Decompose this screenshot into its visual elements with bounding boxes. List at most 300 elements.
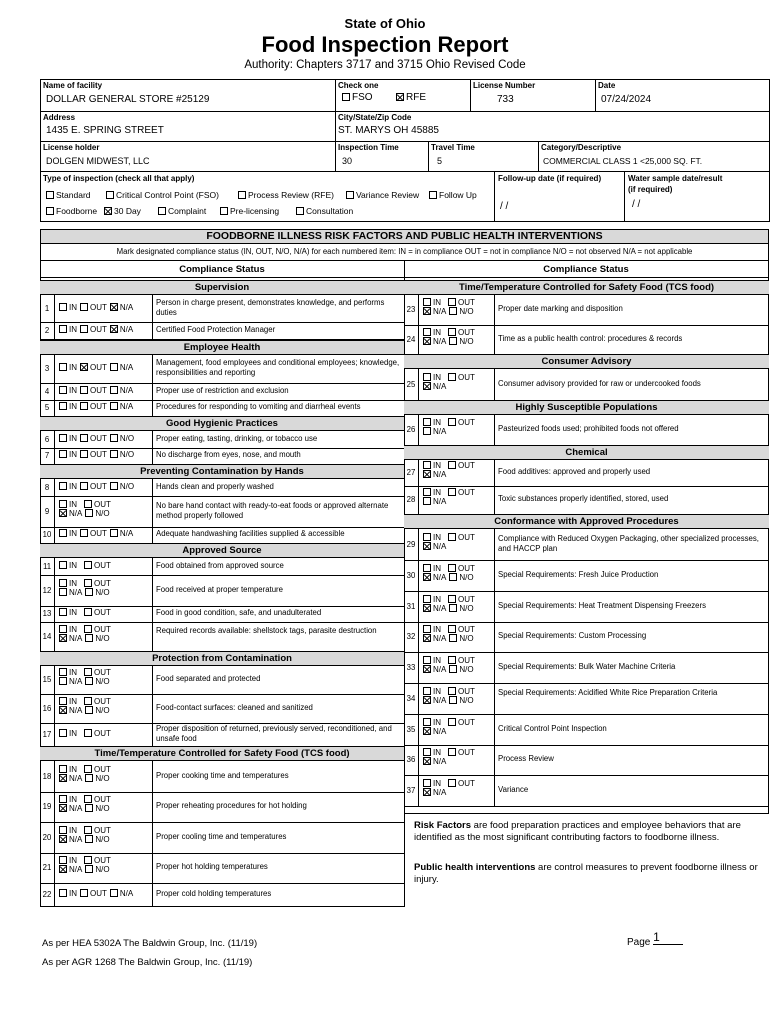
out-option[interactable]: OUT: [448, 564, 475, 573]
type-complaint[interactable]: Complaint: [158, 206, 206, 216]
out-option[interactable]: OUT: [80, 303, 107, 312]
checkbox-icon: [85, 677, 93, 685]
no-option[interactable]: N/O: [85, 706, 109, 715]
checkbox-icon: [423, 748, 431, 756]
travel-time-value[interactable]: 5: [437, 156, 443, 166]
travel-time-label: Travel Time: [431, 143, 475, 152]
compliance-status: [423, 488, 478, 506]
no-option[interactable]: N/O: [110, 434, 134, 443]
item-row-2: [40, 322, 404, 340]
item-row-11: [40, 558, 404, 576]
checked-box-icon: [423, 573, 431, 581]
no-option[interactable]: N/O: [449, 307, 473, 316]
out-option[interactable]: OUT: [448, 328, 475, 337]
checkbox-icon: [84, 579, 92, 587]
compliance-status: [423, 461, 478, 479]
group-header-supervision: Supervision: [40, 280, 404, 295]
na-option[interactable]: N/A: [423, 696, 446, 705]
in-option[interactable]: IN: [59, 625, 77, 634]
checked-box-icon: [59, 634, 67, 642]
checkbox-icon: [423, 418, 431, 426]
date-value[interactable]: 07/24/2024: [601, 94, 652, 105]
na-option[interactable]: N/A: [59, 865, 82, 874]
na-option[interactable]: N/A: [59, 677, 82, 686]
item-row-35: [404, 714, 769, 746]
risk-factors-note: Risk Factors are food preparation practices and employee behaviors that are identified as the most significant contributing factors to foodborne illness.: [414, 820, 741, 843]
type-consultation[interactable]: Consultation: [296, 206, 353, 216]
checkbox-icon: [84, 697, 92, 705]
no-option[interactable]: N/O: [449, 604, 473, 613]
group-header-tcs-left: Time/Temperature Controlled for Safety Food (TCS food): [40, 746, 404, 761]
checkbox-icon: [448, 687, 456, 695]
type-process-review[interactable]: Process Review (RFE): [238, 190, 334, 200]
out-option[interactable]: OUT: [448, 748, 475, 757]
checked-box-icon: [423, 727, 431, 735]
checkbox-icon: [423, 595, 431, 603]
checkbox-icon: [85, 865, 93, 873]
no-option[interactable]: N/O: [449, 337, 473, 346]
item-description: No bare hand contact with ready-to-eat foods or approved alternate method properly followed: [156, 500, 389, 520]
compliance-status: [59, 303, 136, 312]
checkbox-icon: [423, 564, 431, 572]
item-number: 26: [406, 425, 416, 434]
checked-box-icon: [80, 363, 88, 371]
checked-box-icon: [59, 804, 67, 812]
water-label-2: (if required): [628, 185, 673, 194]
out-option[interactable]: OUT: [80, 529, 107, 538]
out-option[interactable]: OUT: [84, 697, 111, 706]
na-option[interactable]: N/A: [423, 788, 446, 797]
followup-value[interactable]: / /: [500, 201, 509, 212]
out-option[interactable]: OUT: [84, 668, 111, 677]
in-option[interactable]: IN: [59, 482, 77, 491]
in-option[interactable]: IN: [423, 718, 441, 727]
checkbox-icon: [448, 564, 456, 572]
group-header-chemical: Chemical: [404, 445, 769, 460]
type-foodborne[interactable]: Foodborne: [46, 206, 97, 216]
item-row-9: [40, 496, 404, 528]
out-option[interactable]: OUT: [448, 779, 475, 788]
item-row-5: [40, 400, 404, 417]
in-option[interactable]: IN: [59, 608, 77, 617]
na-option[interactable]: N/A: [59, 509, 82, 518]
item-number: 5: [44, 403, 50, 412]
type-pre-licensing[interactable]: Pre-licensing: [220, 206, 279, 216]
in-option[interactable]: IN: [59, 579, 77, 588]
out-option[interactable]: OUT: [80, 889, 107, 898]
in-option[interactable]: IN: [423, 533, 441, 542]
item-description: Proper hot holding temperatures: [156, 862, 268, 871]
no-option[interactable]: N/O: [85, 588, 109, 597]
in-option[interactable]: IN: [59, 795, 77, 804]
item-description: Food in good condition, safe, and unadulterated: [156, 608, 322, 617]
checkbox-icon: [85, 509, 93, 517]
compliance-status: [423, 533, 478, 551]
item-number: 28: [406, 495, 416, 504]
checkbox-icon: [59, 795, 67, 803]
item-number: 30: [406, 570, 416, 580]
out-option[interactable]: OUT: [84, 579, 111, 588]
item-row-27: [404, 460, 769, 487]
item-number: 18: [42, 771, 52, 781]
in-option[interactable]: IN: [59, 856, 77, 865]
group-header-good-hygienic: Good Hygienic Practices: [40, 416, 404, 431]
item-number: 25: [406, 379, 416, 389]
in-option[interactable]: IN: [59, 529, 77, 538]
no-option[interactable]: N/O: [449, 665, 473, 674]
na-option[interactable]: N/A: [110, 386, 133, 395]
holder-value[interactable]: DOLGEN MIDWEST, LLC: [46, 156, 150, 166]
checkbox-icon: [448, 625, 456, 633]
inspection-type-label: Type of inspection (check all that apply): [43, 174, 195, 183]
checkbox-icon: [59, 579, 67, 587]
out-option[interactable]: OUT: [80, 450, 107, 459]
in-option[interactable]: IN: [59, 363, 77, 372]
item-description: Adequate handwashing facilities supplied & accessible: [156, 529, 345, 538]
item-description: Special Requirements: Heat Treatment Dispensing Freezers: [498, 600, 707, 610]
no-option[interactable]: N/O: [449, 634, 473, 643]
category-value[interactable]: COMMERCIAL CLASS 1 <25,000 SQ. FT.: [543, 156, 703, 166]
na-option[interactable]: N/A: [423, 337, 446, 346]
no-option[interactable]: N/O: [449, 696, 473, 705]
checkbox-icon: [59, 402, 67, 410]
item-number: 2: [44, 325, 50, 335]
item-row-28: [404, 486, 769, 515]
item-number: 12: [42, 585, 52, 595]
out-option[interactable]: OUT: [80, 434, 107, 443]
item-number: 31: [406, 601, 416, 611]
type-follow-up[interactable]: Follow Up: [429, 190, 477, 200]
out-option[interactable]: OUT: [448, 625, 475, 634]
state-title: State of Ohio: [344, 16, 426, 31]
na-option[interactable]: N/A: [110, 303, 133, 312]
in-option[interactable]: IN: [423, 625, 441, 634]
in-option[interactable]: IN: [59, 889, 77, 898]
in-option[interactable]: IN: [59, 500, 77, 509]
page-number: Page 1: [627, 934, 683, 949]
out-option[interactable]: OUT: [80, 402, 107, 411]
item-row-30: [404, 560, 769, 592]
no-option[interactable]: N/O: [85, 804, 109, 813]
checkbox-icon: [84, 500, 92, 508]
item-row-37: [404, 775, 769, 807]
in-option[interactable]: IN: [59, 826, 77, 835]
license-value[interactable]: 733: [497, 94, 514, 105]
compliance-status: [423, 656, 478, 674]
no-option[interactable]: N/O: [85, 677, 109, 686]
compliance-status: [59, 450, 137, 459]
in-option[interactable]: IN: [423, 488, 441, 497]
checkbox-icon: [84, 856, 92, 864]
in-option[interactable]: IN: [59, 402, 77, 411]
out-option[interactable]: OUT: [84, 625, 111, 634]
in-option[interactable]: IN: [59, 434, 77, 443]
in-option[interactable]: IN: [423, 595, 441, 604]
checkbox-icon: [449, 573, 457, 581]
in-option[interactable]: IN: [59, 561, 77, 570]
na-option[interactable]: N/A: [423, 542, 446, 551]
checkbox-icon: [448, 656, 456, 664]
item-description: Special Requirements: Custom Processing: [498, 631, 647, 640]
item-description: Proper use of restriction and exclusion: [156, 385, 289, 395]
na-option[interactable]: N/A: [59, 774, 82, 783]
compliance-status: [423, 687, 478, 705]
item-number: 36: [406, 755, 416, 764]
checkbox-icon: [85, 634, 93, 642]
type-30-day[interactable]: 30 Day: [104, 206, 141, 216]
out-option[interactable]: OUT: [448, 533, 475, 542]
out-option[interactable]: OUT: [84, 765, 111, 774]
item-row-20: [40, 822, 404, 854]
out-option[interactable]: OUT: [448, 298, 475, 307]
checkbox-icon: [85, 774, 93, 782]
out-option[interactable]: OUT: [448, 656, 475, 665]
in-option[interactable]: IN: [423, 779, 441, 788]
na-option[interactable]: N/A: [59, 706, 82, 715]
compliance-status: [59, 608, 114, 617]
out-option[interactable]: OUT: [80, 386, 107, 395]
out-option[interactable]: OUT: [448, 687, 475, 696]
in-option[interactable]: IN: [59, 325, 77, 334]
out-option[interactable]: OUT: [84, 729, 111, 738]
compliance-status: [59, 500, 114, 518]
item-description: Proper date marking and disposition: [498, 304, 623, 313]
date-label: Date: [598, 81, 616, 90]
checkbox-icon: [59, 363, 67, 371]
compliance-status: [59, 889, 136, 898]
rfe-checkbox[interactable]: RFE: [396, 92, 426, 103]
no-option[interactable]: N/O: [85, 835, 109, 844]
checkbox-icon: [59, 729, 67, 737]
checkbox-icon: [59, 608, 67, 616]
na-option[interactable]: N/A: [423, 427, 446, 436]
facility-label: Name of facility: [43, 81, 103, 90]
check-one-label: Check one: [338, 81, 379, 90]
out-option[interactable]: OUT: [80, 482, 107, 491]
checkbox-icon: [110, 529, 118, 537]
na-option[interactable]: N/A: [110, 529, 133, 538]
out-option[interactable]: OUT: [84, 561, 111, 570]
out-option[interactable]: OUT: [448, 373, 475, 382]
out-option[interactable]: OUT: [84, 608, 111, 617]
group-header-highly: Highly Susceptible Populations: [404, 400, 769, 415]
no-option[interactable]: N/O: [85, 509, 109, 518]
checkbox-icon: [423, 427, 431, 435]
facility-value[interactable]: DOLLAR GENERAL STORE #25129: [46, 94, 210, 105]
checkbox-icon: [80, 434, 88, 442]
item-number: 21: [42, 863, 52, 872]
in-option[interactable]: IN: [423, 328, 441, 337]
checkbox-icon: [59, 889, 67, 897]
checkbox-icon: [110, 386, 118, 394]
na-option[interactable]: N/A: [423, 573, 446, 582]
checked-box-icon: [423, 788, 431, 796]
item-number: 17: [42, 729, 52, 739]
checkbox-icon: [423, 461, 431, 469]
in-option[interactable]: IN: [59, 668, 77, 677]
type-standard[interactable]: Standard: [46, 190, 91, 200]
checked-box-icon: [110, 303, 118, 311]
checkbox-icon: [448, 748, 456, 756]
in-option[interactable]: IN: [59, 303, 77, 312]
in-option[interactable]: IN: [423, 418, 441, 427]
city-value[interactable]: ST. MARYS OH 45885: [338, 125, 439, 136]
checkbox-icon: [80, 529, 88, 537]
checkbox-icon: [59, 450, 67, 458]
na-option[interactable]: N/A: [423, 727, 446, 736]
checkbox-icon: [448, 718, 456, 726]
checkbox-icon: [59, 325, 67, 333]
compliance-status-left: Compliance Status: [40, 262, 404, 278]
compliance-status: [423, 595, 478, 613]
na-option[interactable]: N/A: [59, 804, 82, 813]
na-option[interactable]: N/A: [59, 634, 82, 643]
item-number: 24: [406, 334, 416, 344]
in-option[interactable]: IN: [423, 564, 441, 573]
water-value[interactable]: / /: [632, 199, 641, 210]
na-option[interactable]: N/A: [110, 363, 133, 372]
inspection-time-value[interactable]: 30: [342, 156, 353, 166]
checkbox-icon: [448, 779, 456, 787]
na-option[interactable]: N/A: [423, 497, 446, 506]
na-option[interactable]: N/A: [59, 588, 82, 597]
item-row-1: [40, 295, 404, 323]
na-option[interactable]: N/A: [423, 634, 446, 643]
na-option[interactable]: N/A: [423, 665, 446, 674]
compliance-status: [59, 402, 136, 411]
item-description: Compliance with Reduced Oxygen Packaging, other specialized processes, and HACCP plan: [498, 533, 759, 553]
checkbox-icon: [423, 687, 431, 695]
compliance-status: [59, 625, 114, 643]
in-option[interactable]: IN: [423, 687, 441, 696]
compliance-status: [423, 328, 478, 346]
in-option[interactable]: IN: [423, 461, 441, 470]
na-option[interactable]: N/A: [423, 307, 446, 316]
compliance-status: [59, 729, 114, 738]
checkbox-icon: [423, 625, 431, 633]
out-option[interactable]: OUT: [448, 718, 475, 727]
no-option[interactable]: N/O: [449, 573, 473, 582]
in-option[interactable]: IN: [59, 386, 77, 395]
checkbox-icon: [59, 529, 67, 537]
group-header-preventing: Preventing Contamination by Hands: [40, 464, 404, 479]
na-option[interactable]: N/A: [110, 325, 133, 334]
in-option[interactable]: IN: [59, 450, 77, 459]
compliance-status: [59, 434, 137, 443]
no-option[interactable]: N/O: [85, 634, 109, 643]
item-description: Consumer advisory provided for raw or undercooked foods: [498, 378, 701, 388]
in-option[interactable]: IN: [423, 373, 441, 382]
checkbox-icon: [59, 765, 67, 773]
na-option[interactable]: N/A: [423, 604, 446, 613]
item-description: Proper reheating procedures for hot holding: [156, 801, 307, 810]
compliance-status: [59, 668, 114, 686]
compliance-status: [59, 386, 136, 395]
no-option[interactable]: N/O: [85, 774, 109, 783]
in-option[interactable]: IN: [423, 298, 441, 307]
item-number: 34: [406, 693, 416, 703]
checked-box-icon: [423, 634, 431, 642]
out-option[interactable]: OUT: [84, 826, 111, 835]
item-number: 22: [42, 889, 52, 899]
no-option[interactable]: N/O: [110, 450, 134, 459]
in-option[interactable]: IN: [423, 748, 441, 757]
out-option[interactable]: OUT: [448, 461, 475, 470]
no-option[interactable]: N/O: [110, 482, 134, 491]
in-option[interactable]: IN: [59, 765, 77, 774]
footer-line-1: As per HEA 5302A The Baldwin Group, Inc. (11/19): [42, 938, 258, 949]
out-option[interactable]: OUT: [84, 795, 111, 804]
compliance-status: [59, 579, 114, 597]
checkbox-icon: [448, 298, 456, 306]
out-option[interactable]: OUT: [448, 595, 475, 604]
public-health-note: Public health interventions are control measures to prevent foodborne illness or injury.: [414, 862, 758, 885]
item-row-33: [404, 652, 769, 684]
address-value[interactable]: 1435 E. SPRING STREET: [46, 125, 164, 136]
fso-checkbox[interactable]: FSO: [342, 92, 373, 103]
item-description: Food additives: approved and properly used: [498, 467, 651, 476]
na-option[interactable]: N/A: [110, 889, 133, 898]
checkbox-icon: [59, 856, 67, 864]
no-option[interactable]: N/O: [85, 865, 109, 874]
category-label: Category/Descriptive: [541, 143, 622, 152]
checkbox-icon: [110, 482, 118, 490]
checkbox-icon: [84, 729, 92, 737]
in-option[interactable]: IN: [59, 697, 77, 706]
type-variance-review[interactable]: Variance Review: [346, 190, 419, 200]
item-row-12: [40, 575, 404, 607]
na-option[interactable]: N/A: [423, 470, 446, 479]
section-title: FOODBORNE ILLNESS RISK FACTORS AND PUBLIC HEALTH INTERVENTIONS: [40, 229, 769, 244]
checkbox-icon: [449, 696, 457, 704]
out-option[interactable]: OUT: [84, 500, 111, 509]
na-option[interactable]: N/A: [423, 382, 446, 391]
na-option[interactable]: N/A: [110, 402, 133, 411]
out-option[interactable]: OUT: [84, 856, 111, 865]
group-header-conformance: Conformance with Approved Procedures: [404, 514, 769, 529]
checkbox-icon: [449, 337, 457, 345]
item-number: 19: [42, 802, 52, 811]
item-description: Proper cooking time and temperatures: [156, 770, 289, 780]
na-option[interactable]: N/A: [59, 835, 82, 844]
in-option[interactable]: IN: [423, 656, 441, 665]
out-option[interactable]: OUT: [448, 418, 475, 427]
compliance-status: [59, 826, 114, 844]
na-option[interactable]: N/A: [423, 757, 446, 766]
address-label: Address: [43, 113, 76, 122]
water-label: Water sample date/result: [628, 174, 723, 183]
out-option[interactable]: OUT: [448, 488, 475, 497]
type-ccp[interactable]: Critical Control Point (FSO): [106, 190, 219, 200]
in-option[interactable]: IN: [59, 729, 77, 738]
checkbox-icon: [110, 363, 118, 371]
out-option[interactable]: OUT: [80, 363, 107, 372]
compliance-status: [423, 418, 478, 436]
item-row-14: [40, 622, 404, 652]
item-number: 10: [42, 530, 52, 539]
item-row-24: [404, 325, 769, 355]
out-option[interactable]: OUT: [80, 325, 107, 334]
item-number: 27: [406, 468, 416, 477]
item-row-17: [40, 723, 404, 747]
item-row-31: [404, 591, 769, 623]
checkbox-icon: [85, 835, 93, 843]
checkbox-icon: [423, 488, 431, 496]
group-header-approved-source: Approved Source: [40, 543, 404, 558]
checkbox-icon: [80, 450, 88, 458]
item-number: 16: [42, 703, 52, 713]
item-row-23: [404, 295, 769, 326]
